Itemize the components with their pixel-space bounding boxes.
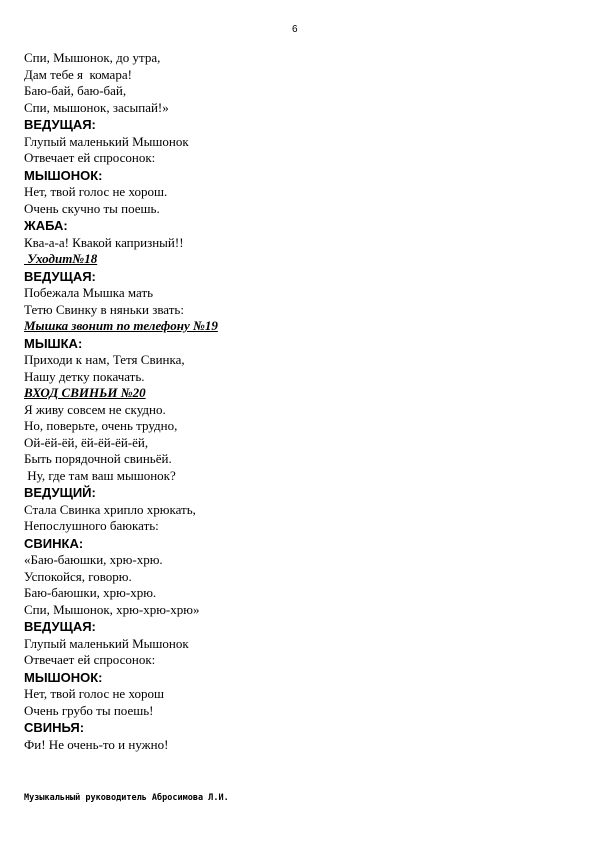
verse-line: Баю-бай, баю-бай, [24, 83, 127, 98]
verse-line: Но, поверьте, очень трудно, [24, 418, 178, 433]
verse-line: Ну, где там ваш мышонок? [24, 467, 176, 483]
speaker-heading: ВЕДУЩАЯ: [24, 619, 96, 634]
speaker-heading: МЫШКА: [24, 335, 83, 351]
verse-line: «Баю-баюшки, хрю-хрю. [24, 552, 163, 567]
stage-direction: ВХОД СВИНЬИ №20 [24, 385, 146, 400]
speaker-heading: ЖАБА: [24, 218, 68, 233]
verse-line: Очень скучно ты поешь. [24, 200, 160, 216]
speaker-heading: ВЕДУЩИЙ: [24, 485, 96, 500]
verse-line: Ква-а-а! Квакой капризный!! [24, 234, 184, 250]
verse-line: Нет, твой голос не хорош [24, 686, 164, 701]
verse-line: Нашу детку покачать. [24, 368, 145, 384]
verse-line: Приходи к нам, Тетя Свинка, [24, 352, 185, 367]
verse-line: Отвечает ей спросонок: [24, 150, 156, 165]
verse-line: Ой-ёй-ёй, ёй-ёй-ёй-ёй, [24, 434, 149, 450]
verse-line: Спи, Мышонок, хрю-хрю-хрю» [24, 601, 200, 617]
stage-direction: Уходит№18 [24, 251, 98, 266]
speaker-heading: ВЕДУЩАЯ: [24, 268, 96, 284]
speaker-heading: СВИНЬЯ: [24, 720, 85, 735]
script-text [24, 50, 574, 753]
verse-line: Я живу совсем не скудно. [24, 401, 166, 417]
verse-line: Отвечает ей спросонок: [24, 652, 156, 667]
speaker-heading: МЫШОНОК: [24, 669, 103, 685]
verse-line: Глупый маленький Мышонок [24, 635, 189, 651]
verse-line: Быть порядочной свиньёй. [24, 451, 172, 466]
verse-line: Дам тебе я комара! [24, 66, 132, 82]
verse-line: Баю-баюшки, хрю-хрю. [24, 585, 157, 600]
speaker-heading: МЫШОНОК: [24, 167, 103, 183]
verse-line: Спи, мышонок, засыпай!» [24, 99, 169, 115]
verse-line: Непослушного баюкать: [24, 518, 159, 533]
speaker-heading: ВЕДУЩАЯ: [24, 117, 96, 132]
page-number: 6 [292, 24, 298, 35]
verse-line: Очень грубо ты поешь! [24, 702, 154, 718]
verse-line: Тетю Свинку в няньки звать: [24, 301, 184, 317]
speaker-heading: СВИНКА: [24, 535, 84, 551]
verse-line: Нет, твой голос не хорош. [24, 184, 168, 199]
stage-direction: Мышка звонит по телефону №19 [24, 318, 218, 333]
footer-author: Музыкальный руководитель Абросимова Л.И. [24, 793, 229, 803]
verse-line: Фи! Не очень-то и нужно! [24, 736, 169, 752]
verse-line: Стала Свинка хрипло хрюкать, [24, 501, 196, 517]
verse-line: Спи, Мышонок, до утра, [24, 50, 161, 65]
verse-line: Побежала Мышка мать [24, 285, 154, 300]
verse-line: Успокойся, говорю. [24, 568, 132, 584]
verse-line: Глупый маленький Мышонок [24, 133, 189, 149]
